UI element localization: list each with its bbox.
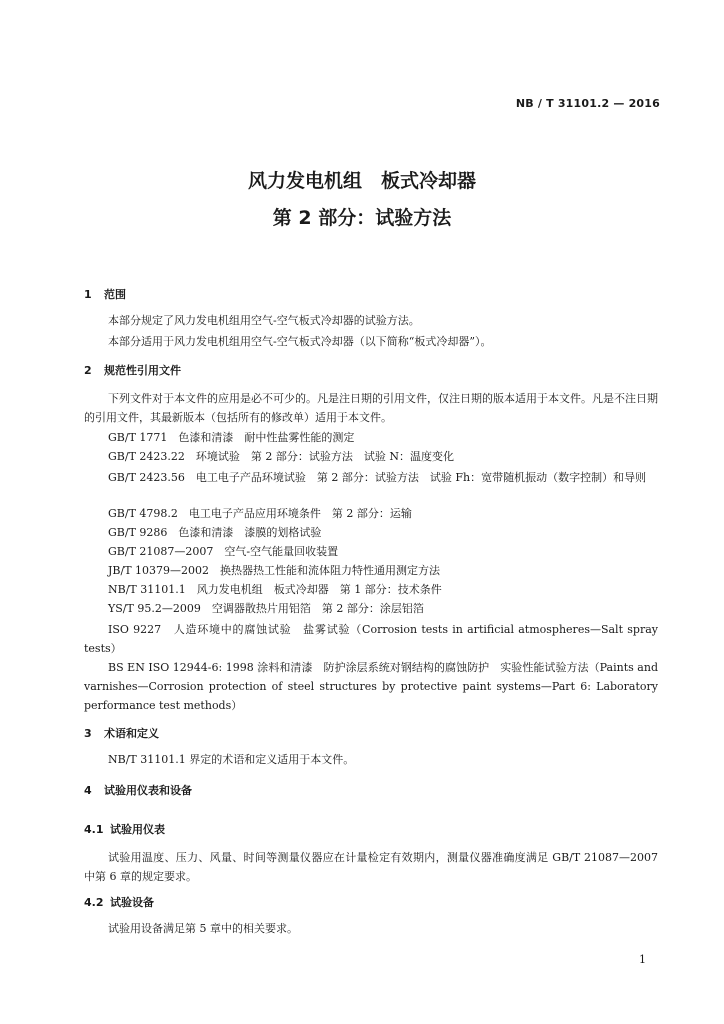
section-number: 4.2 [84,896,104,909]
section-4-2-paragraph-1: 试验用设备满足第 5 章中的相关要求。 [108,922,298,935]
reference-item: GB/T 4798.2 电工电子产品应用环境条件 第 2 部分：运输 [108,507,412,520]
reference-item: ISO 9227 人造环境中的腐蚀试验 盐雾试验（Corrosion tests in artificial atmospheres—Salt spray tests） [84,623,658,655]
section-2-heading [84,362,181,378]
section-number: 4 [84,784,92,797]
section-3-heading [84,725,159,741]
reference-item: GB/T 2423.56 电工电子产品环境试验 第 2 部分：试验方法 试验 Fh：宽带随机振动（数字控制）和导则 [108,471,647,484]
section-1-paragraph-1: 本部分规定了风力发电机组用空气-空气板式冷却器的试验方法。 [108,314,420,327]
section-title: 试验用仪表 [110,823,165,836]
document-subtitle: 第 2 部分：试验方法 [272,207,452,229]
reference-item: JB/T 10379—2002 换热器热工性能和流体阻力特性通用测定方法 [108,564,441,577]
section-number: 2 [84,364,92,377]
section-4-2-heading [84,894,154,910]
section-title: 范围 [104,288,126,301]
reference-item: GB/T 9286 色漆和清漆 漆膜的划格试验 [108,526,322,539]
section-4-1-heading [84,821,165,837]
section-number: 1 [84,288,92,301]
reference-item: GB/T 1771 色漆和清漆 耐中性盐雾性能的测定 [108,431,355,444]
section-4-heading [84,782,192,798]
section-3-paragraph-1: NB/T 31101.1 界定的术语和定义适用于本文件。 [108,753,355,766]
reference-item: GB/T 21087—2007 空气-空气能量回收装置 [108,545,339,558]
section-title: 试验用仪表和设备 [104,784,192,797]
section-number: 4.1 [84,823,104,836]
section-1-heading [84,286,126,302]
reference-item: GB/T 2423.22 环境试验 第 2 部分：试验方法 试验 N：温度变化 [108,450,455,463]
section-title: 试验设备 [110,896,154,909]
standard-code: NB / T 31101.2 — 2016 [515,97,660,110]
reference-item: BS EN ISO 12944-6: 1998 涂料和清漆 防护涂层系统对钢结构的腐蚀防护 实验性能试验方法（Paints and varnishes—Corrosion protection of steel structures by protective paint systems—Part 6: Laboratory performance test methods） [84,661,658,712]
section-4-1-paragraph-1: 试验用温度、压力、风量、时间等测量仪器应在计量检定有效期内，测量仪器准确度满足 GB/T 21087—2007 中第 6 章的规定要求。 [84,851,658,883]
section-2-intro: 下列文件对于本文件的应用是必不可少的。凡是注日期的引用文件，仅注日期的版本适用于本文件。凡是不注日期的引用文件，其最新版本（包括所有的修改单）适用于本文件。 [84,392,658,424]
section-title: 术语和定义 [104,727,159,740]
document-title: 风力发电机组 板式冷却器 [247,170,476,192]
section-1-paragraph-2: 本部分适用于风力发电机组用空气-空气板式冷却器（以下简称“板式冷却器”）。 [108,335,492,348]
section-title: 规范性引用文件 [104,364,181,377]
reference-item: NB/T 31101.1 风力发电机组 板式冷却器 第 1 部分：技术条件 [108,583,442,596]
reference-item: YS/T 95.2—2009 空调器散热片用铝箔 第 2 部分：涂层铝箔 [108,602,424,615]
page-number: 1 [639,953,646,966]
section-number: 3 [84,727,92,740]
